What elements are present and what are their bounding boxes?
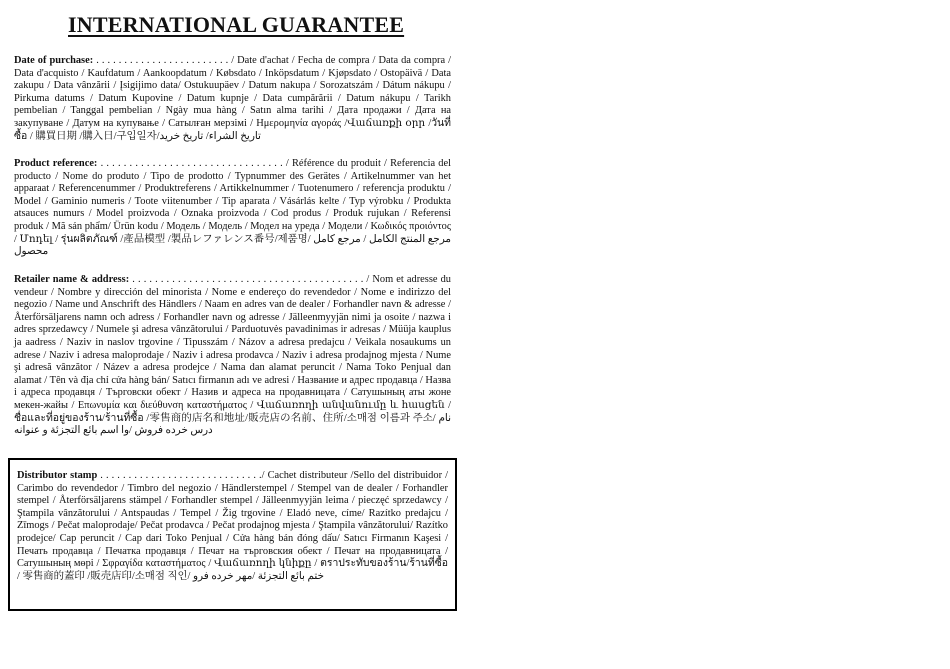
page-title: INTERNATIONAL GUARANTEE [68, 12, 405, 37]
distributor-stamp-box[interactable] [8, 458, 457, 611]
retailer-translations: / Nom et adresse du vendeur / Nombre y dirección del minorista / Nome e endereço do revendedor / Nome e indirizzo del negozio / Name und Anschrift des Händlers / Naam en adres van de dealer / Forhandler navn & adresse / Återförsäljarens namn och adress / Forhandler navn og adresse / Jälleenmyyjän nimi ja osoite / nazwa i adres sprzedawcy / Numele şi adresa vânzătorului / Parduotuvės pavadinimas ir adresas / Müüja kauplus ja aadress / Naziv in naslov trgovine / Tipusszám / Názov a adresa predajcu / Veikala nosaukums un adrese / Naziv i adresa maloprodaje / Naziv i adresa prodavca / Naziv i adresa prodajnog mjesta / Nume şi adresă vânzător / Název a adresa prodejce / Nama dan alamat peruncit / Nama Toko Penjual dan alamat / Tên và địa chỉ cửa hàng bán/ Satıcı firmanın adı ve adresi / Название и адрес продавца / Назва і адреса продавця / Търговски обект / Назив и адреса на продавницата / Сатушының аты жоне мекен-жайы / Επωνυμία και διεύθυνση καταστήματος / Վաճառողի անվանումը և հասցեն / ชื่อและที่อยู่ของร้าน/ร้านที่ซื้อ /零售商的店名和地址/販売店の名前、住所/소매점 이름과 주소/ نام درس خرده فروش /وا اسم بائع التجزئة و عنوانه [14, 274, 451, 437]
distributor-stamp-translations: ./ Cachet distributeur /Sello del distribuidor / Carimbo do revendedor / Timbro del negozio / Händlerstempel / Stempel van de dealer / Forhandler stempel / Återförsäljarens stämpel / Forhandler stempel / Jälleenmyyjän leima / pieczęć sprzedawcy / Ştampila vânzătorului / Antspaudas / Tempel / Žig trgovine / Eladó neve, címe/ Razítko predajcu / Zīmogs / Pečat maloprodaje/ Pečat prodavca / Pečat prodajnog mjesta / Ştampila vânzătorului/ Razítko prodejce/ Cap peruncit / Cap dari Toko Penjual / Cửa hàng bán đóng dấu/ Satıcı Firmanın Kaşesi / Печать продавца / Печатка продавця / Печат на търговския обект / Печат на продавницата / Сатушының мөрі / Σφραγίδα καταστήματος / Վաճառողի կնիքը / ตราประทับของร้าน/ร้านที่ซื้อ / 零售商的蓋印 /販売店印/소매점 직인/ ختم بائع التجزئة /مهر خرده فرو [17, 470, 448, 582]
product-reference-field[interactable]: . . . . . . . . . . . . . . . . . . . . . . . . . . . . . . . . [97, 158, 286, 169]
distributor-stamp-label: Distributor stamp [17, 470, 98, 481]
date-of-purchase-field[interactable]: . . . . . . . . . . . . . . . . . . . . . . . . [93, 55, 232, 66]
product-reference-section [14, 158, 451, 259]
product-reference-translations: / Référence du produit / Referencia del producto / Nome do produto / Tipo de prodotto / Typnummer des Gerätes / Artikelnummer van het apparaat / Referencenummer / Produktreferens / Artikkelnummer / Tuotenumero / referencja produktu / Model / Gaminio numeris / Toote viitenumber / Tip aparata / Vásárlás kelte / Typ výrobku / Produkta atsauces numurs / Model proizvoda / Oznaka proizvoda / Cod produs / Produk rujukan / Referensi produk / Mã sản phẩm/ Ürün kodu / Модель / Модель / Модел на уреда / Модели / Κωδικός προιόντος / Մոդել / รุ่นผลิตภัณฑ์ /產品模型 /製品レファレンス番号/제품명/ مرجع المنتج الكامل / مرجع كامل محصول [14, 158, 451, 258]
date-of-purchase-translations: / Date d'achat / Fecha de compra / Data da compra / Data d'acquisto / Kaufdatum / Aankoopdatum / Købsdato / Inköpsdatum / Kjøpsdato / Ostopäivä / Data zakupu / Data vânzării / Įsigijimo data/ Ostukuupäev / Datum nakupa / Sorozatszám / Dátum nákupu / Pirkuma datums / Datum Kupovine / Datum kupnje / Data cumpărării / Datum nákupu / Tarikh pembelian / Tanggal pembelian / Ngày mua hàng / Satın alma tarihi / Дата продажи / Дата на закупуване / Датум на купување / Сатылған мерзімі / Ημερομηνία αγοράς /Վաճառքի օրր /วันที่ซื้อ / 購買日期 /購入日/구입일자/تاريخ الشراء/ تاریخ خرید [14, 55, 451, 142]
distributor-stamp-section [17, 470, 448, 583]
retailer-field[interactable]: . . . . . . . . . . . . . . . . . . . . . . . . . . . . . . . . . . . . . . . . . [129, 274, 367, 285]
retailer-label: Retailer name & address: [14, 274, 130, 285]
product-reference-label: Product reference: [14, 158, 98, 169]
date-of-purchase-label: Date of purchase: [14, 55, 94, 66]
retailer-section [14, 274, 451, 438]
date-of-purchase-section [14, 55, 451, 143]
distributor-stamp-field[interactable]: . . . . . . . . . . . . . . . . . . . . . . . . . . . . [97, 470, 260, 481]
